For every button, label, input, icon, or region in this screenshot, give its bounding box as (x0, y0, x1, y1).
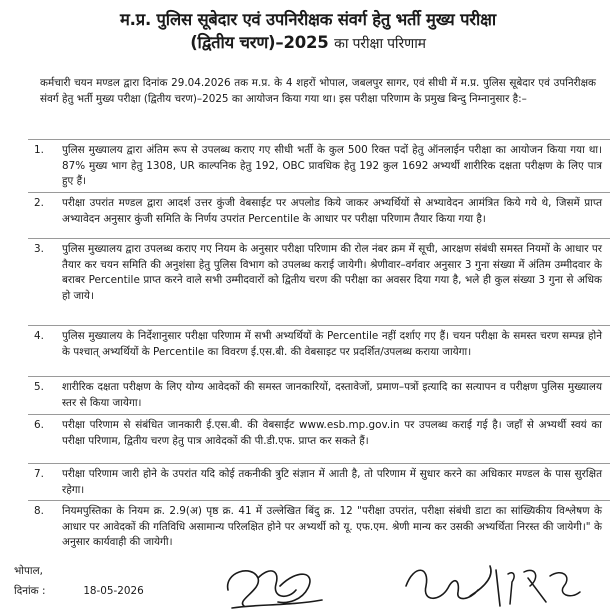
point-number-4: 4. (34, 330, 44, 342)
point-7: परीक्षा परिणाम जारी होने के उपरांत यदि कोई तकनीकी त्रुटि संज्ञान में आती है, तो परिणाम में सुधार करने का अधिकार मण्डल के पास सुरक्षित रहेगा। (62, 468, 602, 496)
point-2: परीक्षा उपरांत मण्डल द्वारा आदर्श उत्तर कुंजी वेबसाईट पर अपलोड किये जाकर अभ्यर्थियों से अभ्यावेदन आमंत्रित किये गये थे, जिसमें प्राप्त अभ्यावेदन अनुसार कुंजी समिति के निर्णय उपरांत Percentile के आधार पर परीक्षा परिणाम तैयार किया गया है। (62, 197, 602, 225)
date-value: 18-05-2026 (83, 585, 144, 597)
date-label: दिनांक : (14, 585, 46, 597)
point-4: पुलिस मुख्यालय के निर्देशानुसार परीक्षा परिणाम में सभी अभ्यर्थियों के Percentile नहीं दर्शाए गए हैं। चयन परीक्षा के समस्त चरण सम्पन्न होने के पश्चात् अभ्यर्थियों के Percentile का विवरण ई.एस.बी. की वेबसाइट पर प्रदर्शित/उपलब्ध कराया जायेगा। (62, 330, 602, 358)
point-8: नियमपुस्तिका के नियम क्र. 2.9(अ) पृष्ठ क्र. 41 में उल्लेखित बिंदु क्र. 12 "परीक्षा उपरांत, परीक्षा संबंधी डाटा का सांख्यिकीय विश्लेषण के आधार पर आवेदकों की गतिविधि असामान्य परिलक्षित होने पर अभ्यर्थी को यू. एफ.एम. श्रेणी मान्य कर उसकी अभ्यर्थिता निरस्त की जायेगी।" के अनुसार कार्यवाही की जायेगी। (62, 505, 602, 548)
title-line-1: म.प्र. पुलिस सूबेदार एवं उपनिरीक्षक संवर्ग हेतु भर्ती मुख्य परीक्षा (120, 10, 496, 29)
divider (28, 238, 610, 239)
point-6: परीक्षा परिणाम से संबंधित जानकारी ई.एस.बी. की वेबसाईट www.esb.mp.gov.in पर उपलब्ध कराई गई है। जहाँ से अभ्यर्थी स्वयं का परीक्षा परिणाम, द्वितीय चरण हेतु पात्र आवेदकों की पी.डी.एफ. प्राप्त कर सकते हैं। (62, 419, 602, 447)
point-number-1: 1. (34, 144, 44, 156)
title-line-2 (30, 31, 586, 56)
divider (28, 414, 610, 415)
point-number-8: 8. (34, 505, 44, 517)
notice-title (30, 8, 586, 56)
title-suffix: का परीक्षा परिणाम (334, 36, 426, 52)
divider (28, 192, 610, 193)
point-number-7: 7. (34, 468, 44, 480)
divider (28, 376, 610, 377)
issue-date-line (14, 584, 144, 598)
point-number-5: 5. (34, 381, 44, 393)
point-number-3: 3. (34, 243, 44, 255)
divider (28, 325, 610, 326)
title-phase: (द्वितीय चरण)–2025 (190, 33, 329, 52)
point-number-6: 6. (34, 419, 44, 431)
point-5: शारीरिक दक्षता परीक्षण के लिए योग्य आवेदकों की समस्त जानकारियों, दस्तावेजों, प्रमाण–पत्रों इत्यादि का सत्यापन व परीक्षण पुलिस मुख्यालय स्तर से किया जायेगा। (62, 381, 602, 409)
divider (28, 500, 610, 501)
point-number-2: 2. (34, 197, 44, 209)
intro-paragraph: कर्मचारी चयन मण्डल द्वारा दिनांक 29.04.2026 तक म.प्र. के 4 शहरों भोपाल, जबलपुर सागर, एवं सीधी में म.प्र. पुलिस सूबेदार एवं उपनिरीक्षक संवर्ग हेतु भर्ती मुख्य परीक्षा (द्वितीय चरण)–2025 का आयोजन किया गया था। इस परीक्षा परिणाम के प्रमुख बिन्दु निम्नानुसार है:– (40, 77, 596, 105)
point-3: पुलिस मुख्यालय द्वारा उपलब्ध कराए गए नियम के अनुसार परीक्षा परिणाम की रोल नंबर क्रम में सूची, आरक्षण संबंधी समस्त नियमों के आधार पर तैयार कर चयन समिति की अनुशंसा हेतु पुलिस विभाग को उपलब्ध कराई जायेगी। श्रेणीवार–वर्गवार अनुसार 3 गुना संख्या में अंतिम उम्मीदवार के बराबर Percentile प्राप्त करने वाले सभी उम्मीदवारों को द्वितीय चरण की परीक्षा का अवसर दिया गया है, भले ही कुल संख्या 3 गुना से अधिक हो जाये। (62, 243, 602, 302)
divider (28, 139, 610, 140)
issue-place: भोपाल, (14, 565, 43, 577)
point-1: पुलिस मुख्यालय द्वारा अंतिम रूप से उपलब्ध कराए गए सीधी भर्ती के कुल 500 रिक्त पदों हेतु ऑनलाईन परीक्षा का आयोजन किया गया था। 87% मुख्य भाग हेतु 1308, UR काल्पनिक हेतु 192, OBC प्रावधिक हेतु 192 कुल 1692 अभ्यर्थी शारीरिक दक्षता परीक्षण के लिए पात्र हुए हैं। (62, 144, 602, 187)
divider (28, 463, 610, 464)
signature-left (218, 560, 330, 612)
signature-right (400, 556, 600, 612)
